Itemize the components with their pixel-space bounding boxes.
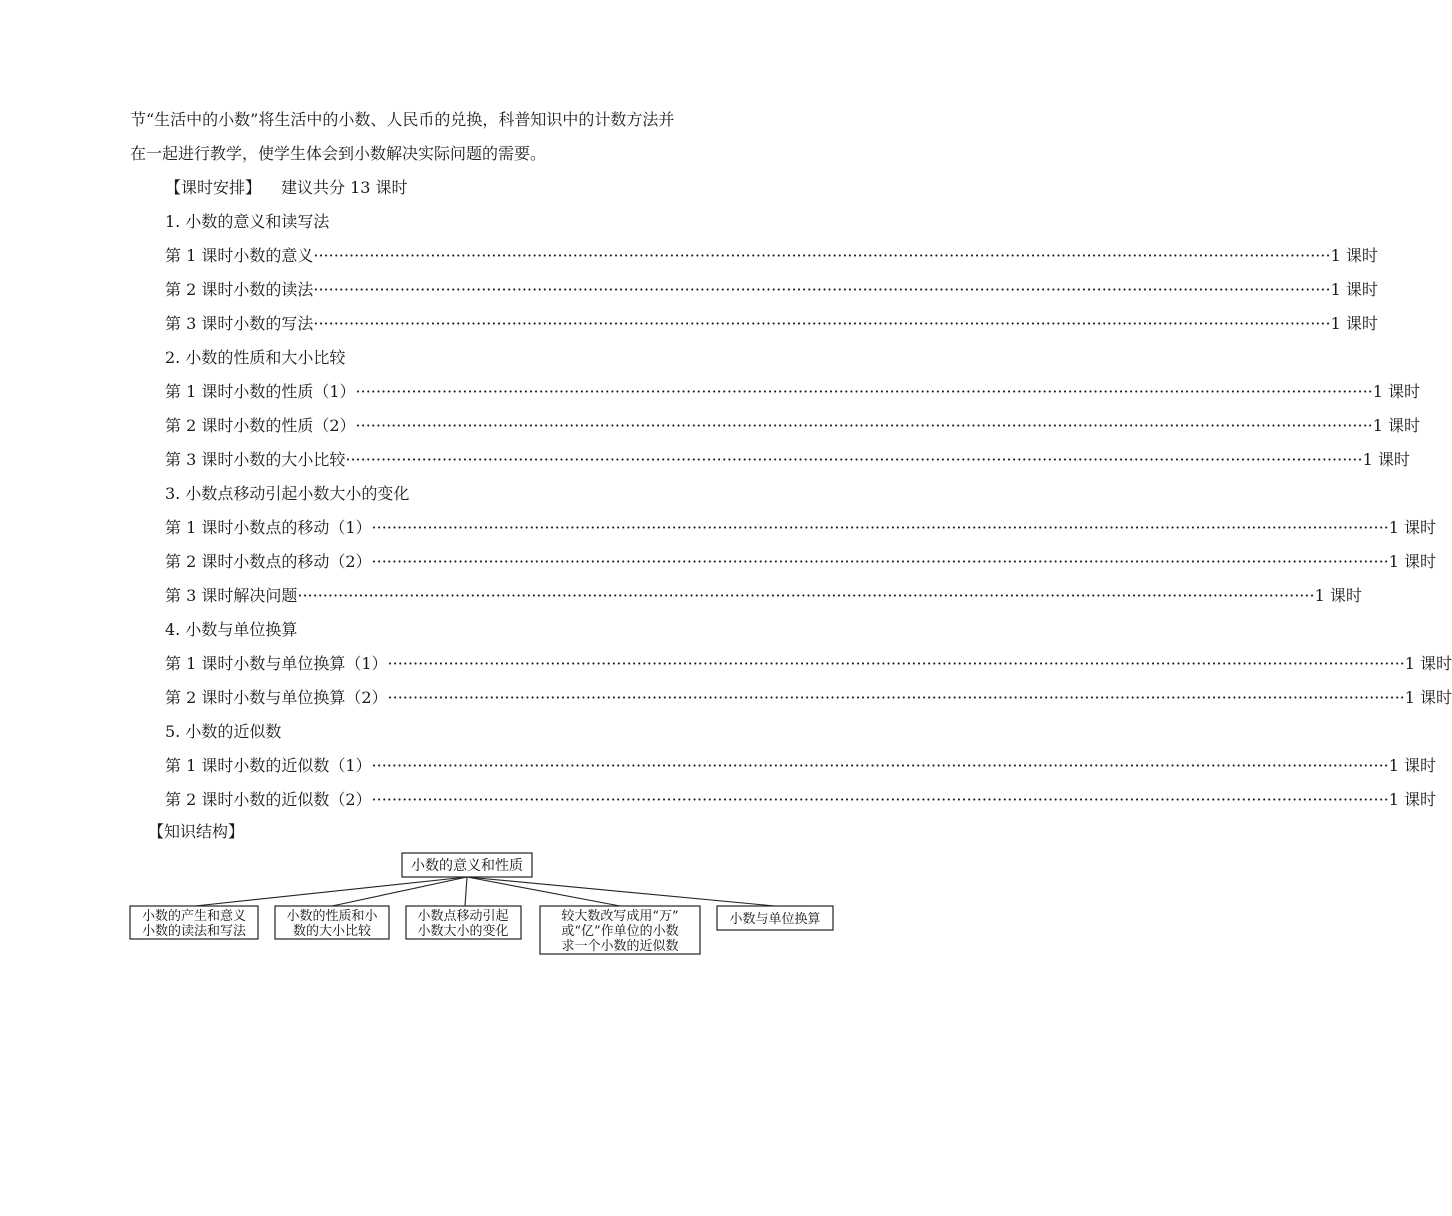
leader-dots: ········································································································································································································	[355, 416, 1373, 435]
leader-dots: ········································································································································································································	[371, 518, 1389, 537]
leader-dots: ········································································································································································································	[345, 450, 1363, 469]
lesson-row	[165, 688, 1452, 708]
lesson-title: 解决问题	[233, 586, 298, 605]
lesson-number: 第 3 课时	[165, 450, 234, 469]
lesson-row	[165, 790, 1437, 810]
lesson-number: 第 2 课时	[165, 280, 234, 299]
child-node-line: 小数点移动引起	[417, 909, 509, 924]
lesson-length: 1 课时	[1388, 790, 1437, 809]
lesson-number: 第 1 课时	[165, 654, 234, 673]
lesson-number: 第 1 课时	[165, 518, 234, 537]
child-node-line: 小数的性质和小	[286, 909, 378, 924]
lesson-row	[165, 518, 1437, 538]
lesson-title: 小数的大小比较	[233, 450, 346, 469]
lesson-length: 1 课时	[1388, 552, 1437, 571]
child-node-line: 较大数改写成用“万”	[561, 909, 679, 924]
lesson-number: 第 2 课时	[165, 688, 234, 707]
lesson-row	[165, 314, 1378, 334]
connector-lines	[195, 877, 775, 906]
child-node-line: 数的大小比较	[292, 924, 372, 939]
unit-title: 1. 小数的意义和读写法	[165, 212, 330, 231]
lesson-length: 1 课时	[1372, 382, 1421, 401]
lesson-length: 1 课时	[1404, 654, 1452, 673]
lesson-row	[165, 756, 1437, 776]
lesson-length: 1 课时	[1388, 518, 1437, 537]
schedule-heading	[165, 178, 408, 198]
lesson-length: 1 课时	[1330, 280, 1378, 299]
structure-heading: 【知识结构】	[148, 822, 245, 841]
lesson-row	[165, 382, 1421, 402]
lesson-length: 1 课时	[1314, 586, 1362, 605]
lesson-title: 小数的近似数（1）	[233, 756, 372, 775]
lesson-length: 1 课时	[1330, 314, 1378, 333]
unit-title: 2. 小数的性质和大小比较	[165, 348, 346, 367]
lesson-length: 1 课时	[1362, 450, 1410, 469]
connector-line	[467, 877, 775, 906]
lesson-title: 小数点的移动（2）	[233, 552, 372, 571]
lesson-length: 1 课时	[1388, 756, 1437, 775]
lesson-title: 小数的写法	[233, 314, 314, 333]
connector-line	[195, 877, 467, 906]
lesson-title: 小数的意义	[233, 246, 314, 265]
child-node-line: 求一个小数的近似数	[561, 939, 679, 954]
lesson-title: 小数与单位换算（1）	[233, 654, 388, 673]
lesson-number: 第 2 课时	[165, 790, 234, 809]
lesson-number: 第 2 课时	[165, 416, 234, 435]
intro-line-2: 在一起进行教学，使学生体会到小数解决实际问题的需要。	[130, 144, 547, 163]
lesson-title: 小数的性质（2）	[233, 416, 356, 435]
knowledge-structure-diagram	[0, 846, 860, 976]
lesson-number: 第 3 课时	[165, 314, 234, 333]
child-node-line: 小数与单位换算	[729, 912, 821, 927]
lesson-title: 小数与单位换算（2）	[233, 688, 388, 707]
lesson-row	[165, 246, 1378, 266]
leader-dots: ········································································································································································································	[355, 382, 1373, 401]
lesson-length: 1 课时	[1372, 416, 1421, 435]
lesson-number: 第 2 课时	[165, 552, 234, 571]
lesson-row	[165, 280, 1378, 300]
lesson-row	[165, 586, 1362, 606]
child-node-line: 或“亿”作单位的小数	[561, 924, 679, 939]
leader-dots: ········································································································································································································	[371, 790, 1389, 809]
lesson-title: 小数的近似数（2）	[233, 790, 372, 809]
leader-dots: ········································································································································································································	[387, 688, 1405, 707]
leader-dots: ········································································································································································································	[297, 586, 1315, 605]
leader-dots: ········································································································································································································	[371, 756, 1389, 775]
child-node-line: 小数大小的变化	[417, 924, 509, 939]
unit-title: 3. 小数点移动引起小数大小的变化	[165, 484, 410, 503]
connector-line	[332, 877, 467, 906]
schedule-summary: 建议共分 13 课时	[281, 178, 408, 197]
lesson-number: 第 1 课时	[165, 382, 234, 401]
lesson-number: 第 3 课时	[165, 586, 234, 605]
lesson-title: 小数的读法	[233, 280, 314, 299]
lesson-number: 第 1 课时	[165, 756, 234, 775]
connector-line	[467, 877, 620, 906]
leader-dots: ········································································································································································································	[313, 246, 1331, 265]
lesson-row	[165, 416, 1421, 436]
leader-dots: ········································································································································································································	[313, 280, 1331, 299]
connector-line	[465, 877, 467, 906]
schedule-heading-label: 【课时安排】	[165, 178, 262, 197]
leader-dots: ········································································································································································································	[387, 654, 1405, 673]
unit-title: 4. 小数与单位换算	[165, 620, 298, 639]
intro-line-1: 节“生活中的小数”将生活中的小数、人民币的兑换，科普知识中的计数方法并	[130, 110, 675, 129]
lesson-row	[165, 450, 1410, 470]
child-node-line: 小数的产生和意义	[141, 909, 247, 924]
lesson-row	[165, 654, 1452, 674]
root-node-label: 小数的意义和性质	[411, 858, 523, 874]
child-node-line: 小数的读法和写法	[141, 924, 247, 939]
unit-title: 5. 小数的近似数	[165, 722, 282, 741]
lesson-length: 1 课时	[1330, 246, 1378, 265]
lesson-number: 第 1 课时	[165, 246, 234, 265]
lesson-length: 1 课时	[1404, 688, 1452, 707]
leader-dots: ········································································································································································································	[371, 552, 1389, 571]
lesson-title: 小数的性质（1）	[233, 382, 356, 401]
lesson-row	[165, 552, 1437, 572]
leader-dots: ········································································································································································································	[313, 314, 1331, 333]
lesson-title: 小数点的移动（1）	[233, 518, 372, 537]
